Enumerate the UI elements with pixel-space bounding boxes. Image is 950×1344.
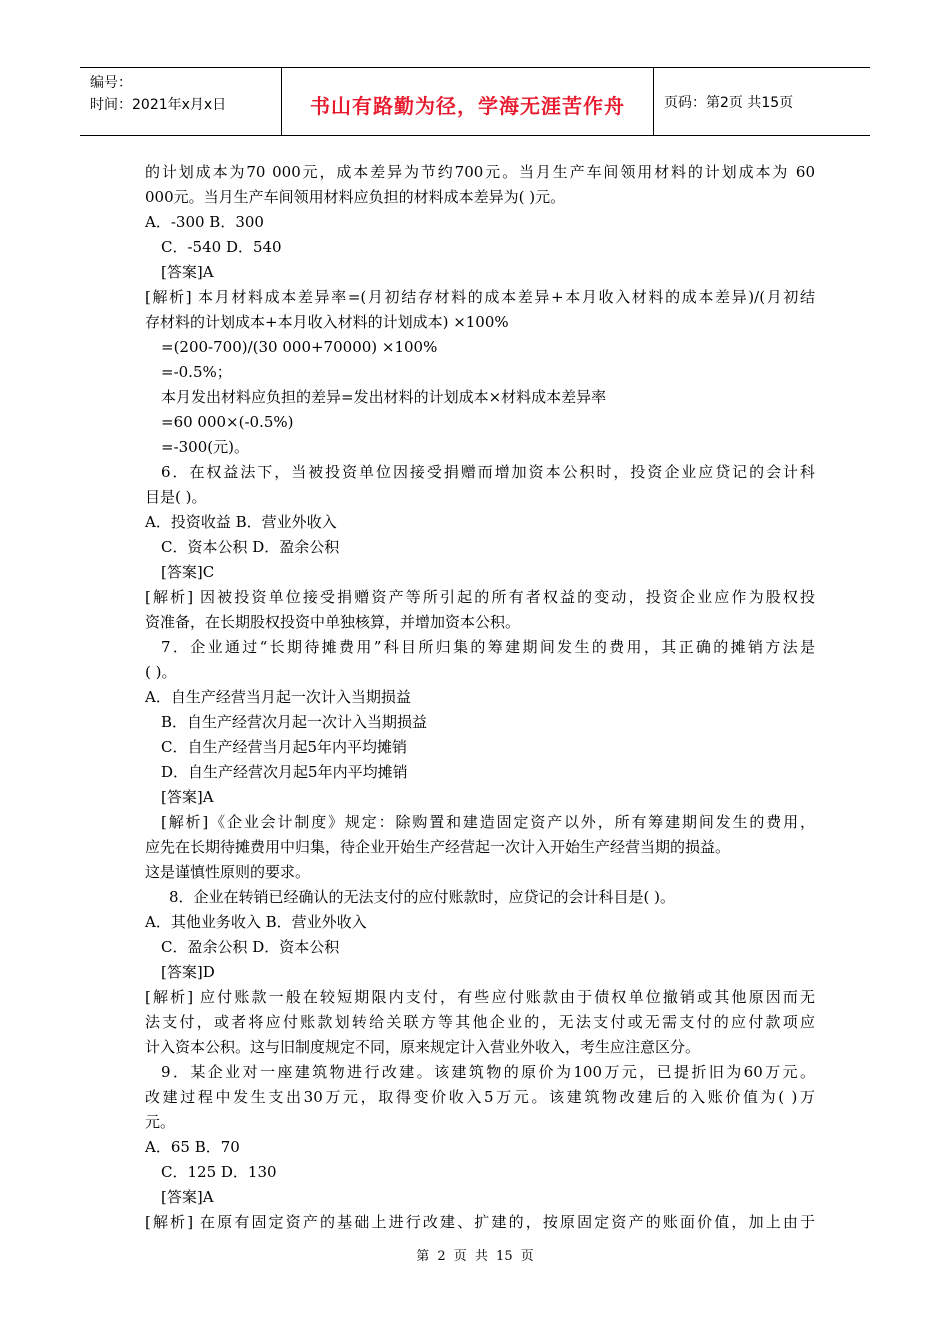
text-line: 的计划成本为70 000元，成本差异为节约700元。当月生产车间领用材料的计划成本为 60 — [145, 163, 815, 181]
page-header — [80, 67, 870, 136]
option-line: A．投资收益 B．营业外收入 — [145, 513, 337, 531]
option-line: A．-300 B．300 — [145, 213, 264, 231]
text-line: 000元。当月生产车间领用材料应负担的材料成本差异为( )元。 — [145, 188, 566, 206]
option-line: A．其他业务收入 B．营业外收入 — [145, 913, 367, 931]
question-line: 改建过程中发生支出30万元，取得变价收入5万元。该建筑物改建后的入账价值为( )万 — [145, 1088, 815, 1106]
option-line: A．自生产经营当月起一次计入当期损益 — [145, 688, 411, 706]
option-line: C．-540 D．540 — [161, 238, 282, 256]
header-page-code-cell — [654, 68, 870, 135]
analysis-line: [解析]《企业会计制度》规定：除购置和建造固定资产以外，所有筹建期间发生的费用， — [161, 813, 815, 831]
analysis-line: 这是谨慎性原则的要求。 — [145, 863, 311, 881]
header-motto: 书山有路勤为径，学海无涯苦作舟 — [310, 94, 625, 118]
option-line: C．125 D．130 — [161, 1163, 277, 1181]
formula-line: 本月发出材料应负担的差异=发出材料的计划成本×材料成本差异率 — [161, 388, 607, 406]
document-date: 时间：2021年x月x日 — [90, 97, 227, 113]
question-line: 8．企业在转销已经确认的无法支付的应付账款时，应贷记的会计科目是( )。 — [169, 888, 676, 906]
option-line: A．65 B．70 — [145, 1138, 240, 1156]
option-line: D．自生产经营次月起5年内平均摊销 — [161, 763, 408, 781]
answer-line: [答案]A — [161, 263, 214, 281]
formula-line: =-0.5%； — [161, 363, 232, 381]
option-line: C．盈余公积 D．资本公积 — [161, 938, 340, 956]
analysis-line: 计入资本公积。这与旧制度规定不同，原来规定计入营业外收入，考生应注意区分。 — [145, 1038, 701, 1056]
analysis-line: 资准备，在长期股权投资中单独核算，并增加资本公积。 — [145, 613, 521, 631]
formula-line: =(200-700)/(30 000+70000) ×100% — [161, 338, 438, 356]
question-line: 元。 — [145, 1113, 176, 1131]
option-line: C．自生产经营当月起5年内平均摊销 — [161, 738, 408, 756]
header-motto-cell — [282, 68, 654, 135]
analysis-line: 应先在长期待摊费用中归集，待企业开始生产经营起一次计入开始生产经营当期的损益。 — [145, 838, 731, 856]
document-number-label: 编号： — [90, 75, 132, 91]
analysis-line: [解析] 在原有固定资产的基础上进行改建、扩建的，按原固定资产的账面价值，加上由于 — [145, 1213, 815, 1231]
answer-line: [答案]A — [161, 788, 214, 806]
question-line: 9．某企业对一座建筑物进行改建。该建筑物的原价为100万元，已提折旧为60万元。 — [161, 1063, 815, 1081]
question-line: ( )。 — [145, 663, 177, 681]
answer-line: [答案]C — [161, 563, 215, 581]
analysis-line: [解析] 因被投资单位接受捐赠资产等所引起的所有者权益的变动，投资企业应作为股权投 — [145, 588, 815, 606]
page-footer: 第 2 页 共 15 页 — [416, 1249, 534, 1264]
formula-line: =-300(元)。 — [161, 438, 249, 456]
header-page-code: 页码：第2页 共15页 — [664, 94, 794, 111]
option-line: B．自生产经营次月起一次计入当期损益 — [161, 713, 428, 731]
header-meta — [80, 68, 282, 135]
document-body — [145, 160, 815, 1235]
formula-line: =60 000×(-0.5%) — [161, 413, 294, 431]
question-line: 目是( )。 — [145, 488, 207, 506]
analysis-line: 存材料的计划成本+本月收入材料的计划成本) ×100% — [145, 313, 509, 331]
answer-line: [答案]A — [161, 1188, 214, 1206]
analysis-line: [解析] 本月材料成本差异率=(月初结存材料的成本差异+本月收入材料的成本差异)/(月初结 — [145, 288, 815, 306]
option-line: C．资本公积 D．盈余公积 — [161, 538, 340, 556]
answer-line: [答案]D — [161, 963, 215, 981]
question-line: 6．在权益法下，当被投资单位因接受捐赠而增加资本公积时，投资企业应贷记的会计科 — [161, 463, 815, 481]
question-line: 7．企业通过“长期待摊费用”科目所归集的筹建期间发生的费用，其正确的摊销方法是 — [161, 638, 815, 656]
analysis-line: 法支付，或者将应付账款划转给关联方等其他企业的，无法支付或无需支付的应付款项应 — [145, 1013, 815, 1031]
analysis-line: [解析] 应付账款一般在较短期限内支付，有些应付账款由于债权单位撤销或其他原因而无 — [145, 988, 815, 1006]
